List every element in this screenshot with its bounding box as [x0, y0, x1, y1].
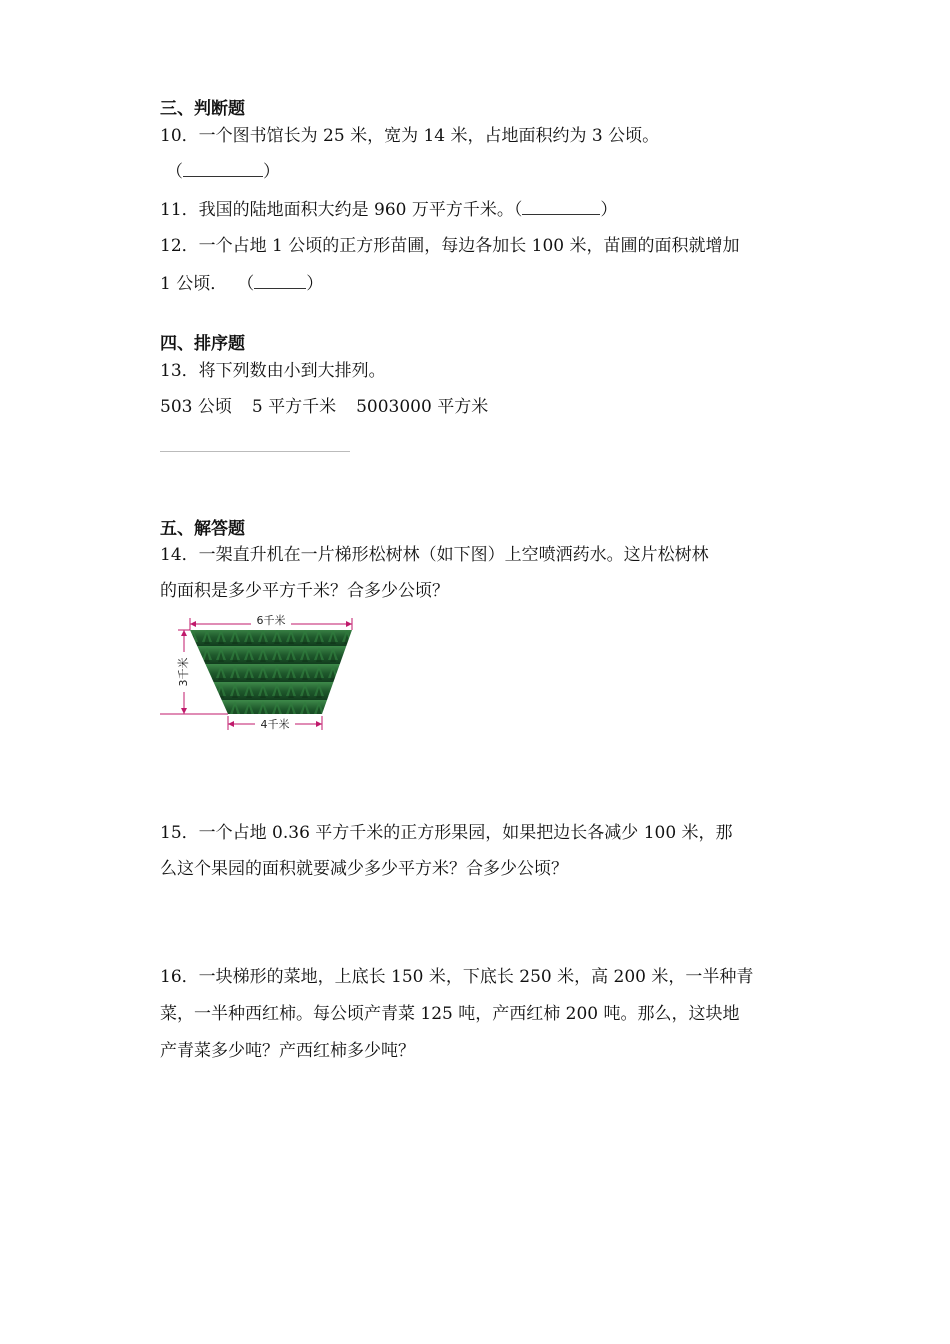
question-12-text: 12．一个占地 1 公顷的正方形苗圃，每边各加长 100 米，苗圃的面积就增加: [160, 236, 740, 256]
question-15-text: 15．一个占地 0.36 平方千米的正方形果园，如果把边长各减少 100 米，那: [160, 823, 733, 843]
question-11-text: 11．我国的陆地面积大约是 960 万平方千米。: [160, 200, 514, 220]
bracket-close: ）: [263, 162, 280, 182]
bottom-base-label: 4千米: [260, 718, 290, 731]
sort-item: 5003000 平方米: [356, 397, 489, 417]
question-15-text-2: 么这个果园的面积就要减少多少平方米？合多少公顷？: [160, 859, 568, 879]
height-label: 3千米: [177, 657, 190, 687]
answer-blank-10[interactable]: [183, 160, 263, 177]
question-13-items: [160, 396, 488, 418]
sort-item: 503 公顷: [160, 397, 232, 417]
answer-blank-12[interactable]: [254, 272, 306, 289]
question-11: [160, 198, 617, 221]
question-13-text: 13．将下列数由小到大排列。: [160, 361, 386, 381]
question-12-text-2: 1 公顷．: [160, 274, 228, 294]
trapezoid-forest-figure: [158, 610, 358, 736]
section-4-title: 四、排序题: [160, 334, 245, 354]
answer-blank-11[interactable]: [522, 198, 600, 215]
top-base-label: 6千米: [256, 614, 286, 627]
question-16-text: 16．一块梯形的菜地，上底长 150 米，下底长 250 米，高 200 米，一半种青: [160, 967, 754, 987]
question-14-text-2: 的面积是多少平方千米？合多少公顷？: [160, 581, 449, 601]
question-10-answer: [166, 160, 280, 183]
bracket-open: （: [166, 162, 183, 182]
bracket-open: （: [513, 200, 523, 220]
question-10-text: 10．一个图书馆长为 25 米，宽为 14 米，占地面积约为 3 公顷。: [160, 126, 660, 146]
question-14-text: 14．一架直升机在一片梯形松树林（如下图）上空喷洒药水。这片松树林: [160, 545, 709, 565]
section-5-title: 五、解答题: [160, 519, 245, 539]
bracket-close: ）: [306, 274, 324, 294]
sort-item: 5 平方千米: [251, 397, 337, 417]
forest-trapezoid: [190, 630, 352, 714]
question-16-text-3: 产青菜多少吨？产西红柿多少吨？: [160, 1041, 415, 1061]
question-16-text-2: 菜，一半种西红柿。每公顷产青菜 125 吨，产西红柿 200 吨。那么，这块地: [160, 1004, 740, 1024]
answer-line-13[interactable]: [160, 451, 350, 452]
section-3-title: 三、判断题: [160, 99, 245, 119]
bracket-open: （: [237, 274, 255, 294]
bracket-close: ）: [600, 200, 618, 220]
question-12-cont: [160, 272, 323, 295]
